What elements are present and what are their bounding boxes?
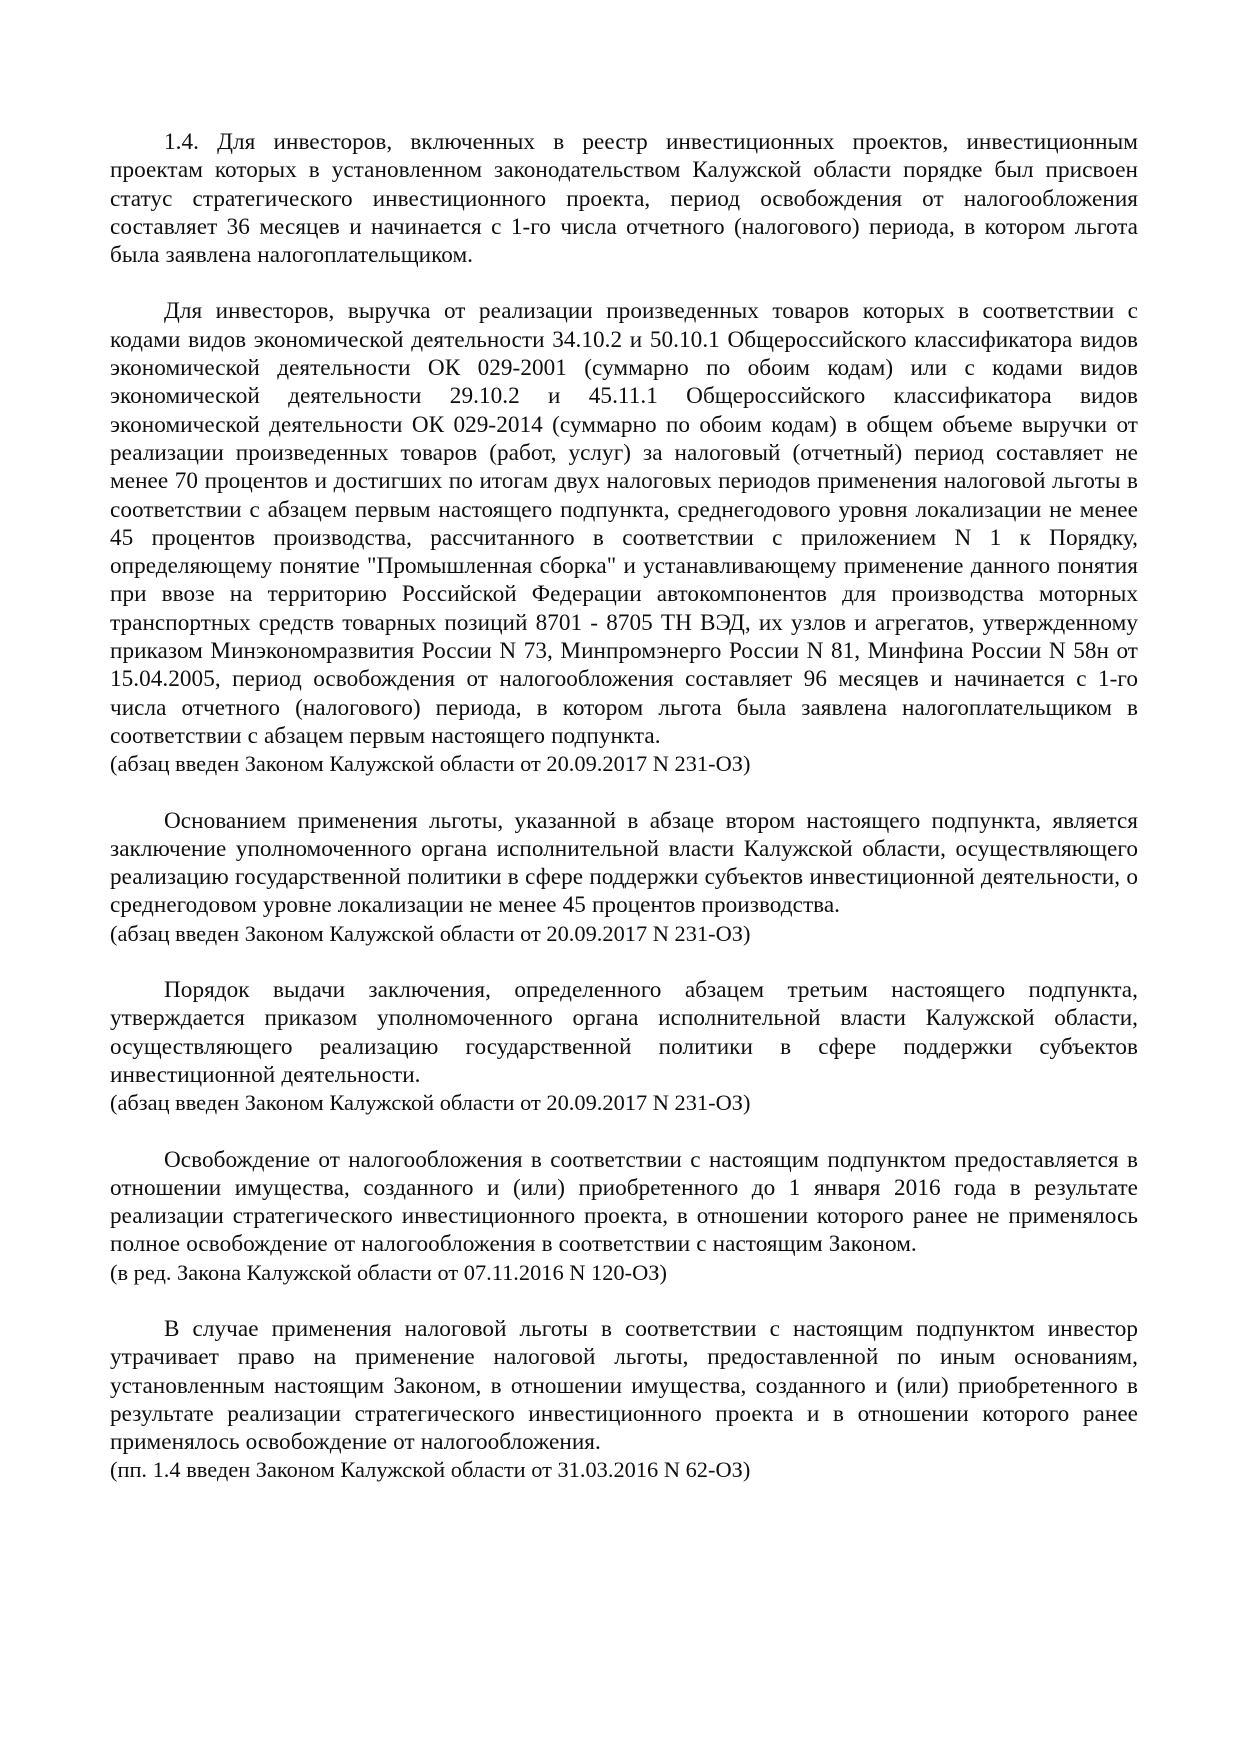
paragraph-conclusion-procedure: Порядок выдачи заключения, определенного абзацем третьим настоящего подпункта, утверждается приказом уполномоченного органа исполнительной власти Калужской области, осуществляющего реализацию государственной политики в сфере поддержки субъектов инвестиционной деятельности.	[110, 977, 1138, 1088]
paragraph-tax-exemption-scope: Освобождение от налогообложения в соответствии с настоящим подпунктом предоставляется в отношении имущества, созданного и (или) приобретенного до 1 января 2016 года в результате реализации стратегического инвестиционного проекта, в отношении которого ранее не применялось полное освобождение от налогообложения в соответствии с настоящим Законом.	[110, 1146, 1138, 1258]
paragraph-spacer	[110, 948, 1138, 976]
paragraph-basis-of-benefit: Основанием применения льготы, указанной в абзаце втором настоящего подпункта, является заключение уполномоченного органа исполнительной власти Калужской области, осуществляющего реализацию государственной политики в сфере поддержки субъектов инвестиционной деятельности, о среднегодовом уровне локализации не менее 45 процентов производства.	[110, 807, 1138, 919]
citation-120-oz: (в ред. Закона Калужской области от 07.11.2016 N 120-ОЗ)	[110, 1259, 667, 1285]
citation-231-oz-c: (абзац введен Законом Калужской области от 20.09.2017 N 231-ОЗ)	[110, 1090, 751, 1116]
paragraph-spacer	[110, 1287, 1138, 1315]
document-body	[110, 128, 1138, 1485]
paragraph-spacer	[110, 1118, 1138, 1146]
paragraph-spacer	[110, 269, 1138, 297]
paragraph-loss-of-other-benefits: В случае применения налоговой льготы в соответствии с настоящим подпунктом инвестор утрачивает право на применение налоговой льготы, предоставленной по иным основаниям, установленным настоящим Законом, в отношении имущества, созданного и (или) приобретенного в результате реализации стратегического инвестиционного проекта и в отношении которого ранее применялось освобождение от налогообложения.	[110, 1315, 1138, 1456]
paragraph-investors-revenue: Для инвесторов, выручка от реализации произведенных товаров которых в соответствии с кодами видов экономической деятельности 34.10.2 и 50.10.1 Общероссийского классификатора видов экономической деятельности ОК 029-2001 (суммарно по обоим кодам) или с кодами видов экономической деятельности 29.10.2 и 45.11.1 Общероссийского классификатора видов экономической деятельности ОК 029-2014 (суммарно по обоим кодам) в общем объеме выручки от реализации произведенных товаров (работ, услуг) за налоговый (отчетный) период составляет не менее 70 процентов и достигших по итогам двух налоговых периодов применения налоговой льготы в соответствии с абзацем первым настоящего подпункта, среднегодового уровня локализации не менее 45 процентов производства, рассчитанного в соответствии с приложением N 1 к Порядку, определяющему понятие "Промышленная сборка" и устанавливающему применение данного понятия при ввозе на территорию Российской Федерации автокомпонентов для производства моторных транспортных средств товарных позиций 8701 - 8705 ТН ВЭД, их узлов и агрегатов, утвержденному приказом Минэкономразвития России N 73, Минпромэнерго России N 81, Минфина России N 58н от 15.04.2005, период освобождения от налогообложения составляет 96 месяцев и начинается с 1-го числа отчетного (налогового) периода, в котором льгота была заявлена налогоплательщиком в соответствии с абзацем первым настоящего подпункта.	[110, 298, 1138, 749]
paragraph-spacer	[110, 779, 1138, 807]
citation-62-oz: (пп. 1.4 введен Законом Калужской области от 31.03.2016 N 62-ОЗ)	[110, 1457, 751, 1483]
citation-231-oz-a: (абзац введен Законом Калужской области от 20.09.2017 N 231-ОЗ)	[110, 751, 751, 777]
paragraph-1-4: 1.4. Для инвесторов, включенных в реестр инвестиционных проектов, инвестиционным проектам которых в установленном законодательством Калужской области порядке был присвоен статус стратегического инвестиционного проекта, период освобождения от налогообложения составляет 36 месяцев и начинается с 1-го числа отчетного (налогового) периода, в котором льгота была заявлена налогоплательщиком.	[110, 129, 1138, 269]
citation-231-oz-b: (абзац введен Законом Калужской области от 20.09.2017 N 231-ОЗ)	[110, 920, 751, 946]
